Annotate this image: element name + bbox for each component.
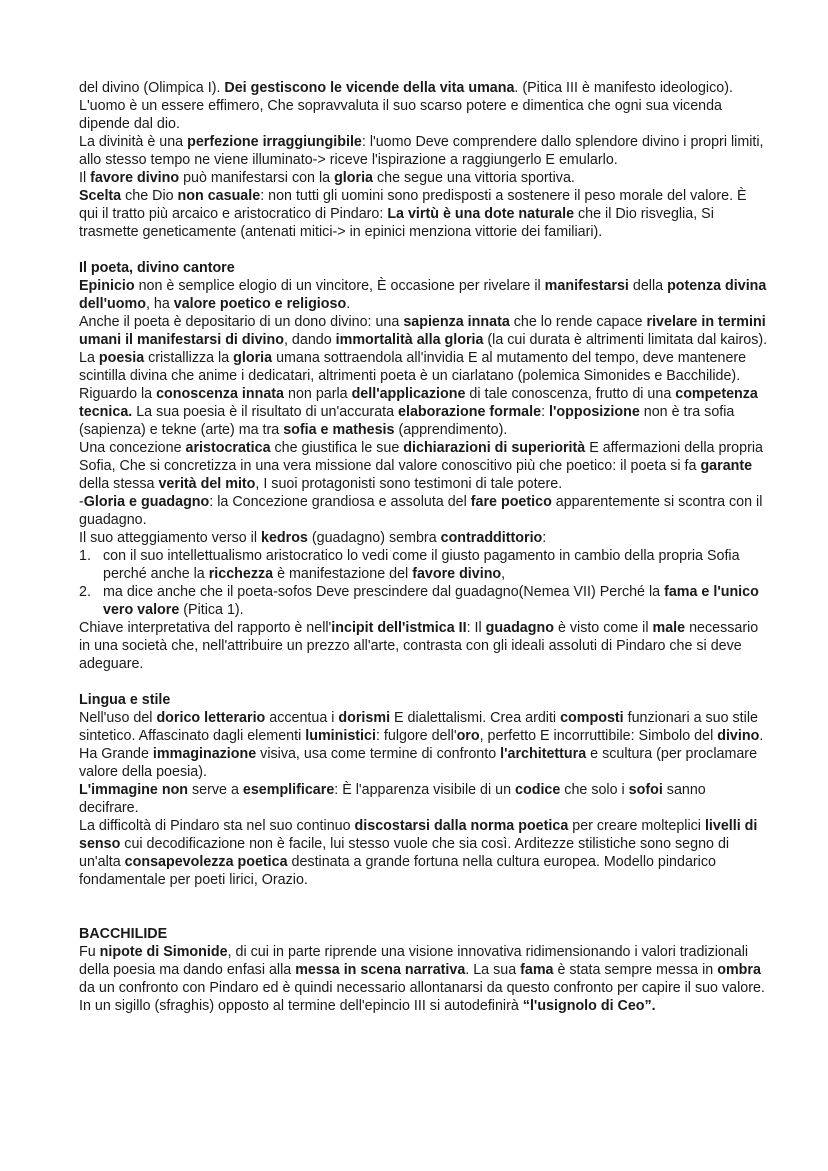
section-heading-lingua: Lingua e stile bbox=[79, 692, 171, 708]
bold-text: incipit dell'istmica II bbox=[331, 620, 467, 636]
paragraph: Scelta che Dio non casuale: non tutti gli uomini sono predisposti a sostenere il peso morale del valore. È qui il tratto più arcaico e aristocratico di Pindaro: La virtù è una dote naturale che il Dio risveglia, Si trasmette geneticamente (antenati mitici-> in epinici menziona vittorie dei familiari). bbox=[79, 188, 747, 240]
bold-text: oro bbox=[456, 728, 480, 744]
bold-text: poesia bbox=[98, 350, 145, 366]
bold-text: rivelare in termini umani il manifestarsi di divino bbox=[79, 314, 766, 348]
list-number: 2. bbox=[79, 584, 91, 600]
bold-text: male bbox=[652, 620, 686, 636]
bold-text: l'architettura bbox=[500, 746, 587, 762]
bold-text: valore poetico e religioso bbox=[173, 296, 347, 312]
paragraph: Il favore divino può manifestarsi con la gloria che segue una vittoria sportiva. bbox=[79, 170, 575, 186]
bold-text: L'immagine non bbox=[79, 782, 189, 798]
bold-text: garante bbox=[700, 458, 753, 474]
bold-text: messa in scena narrativa bbox=[295, 962, 466, 978]
bold-text: gloria bbox=[233, 350, 273, 366]
paragraph: La difficoltà di Pindaro sta nel suo continuo discostarsi dalla norma poetica per creare molteplici livelli di senso cui decodificazione non è facile, lui stesso vuole che sia così. Arditezze stilistiche sono segno di un'alta consapevolezza poetica destinata a grande fortuna nella cultura europea. Modello pindarico fondamentale per poeti lirici, Orazio. bbox=[79, 818, 758, 888]
bold-text: dell'applicazione bbox=[351, 386, 466, 402]
document-page bbox=[79, 79, 769, 1015]
bold-text: divino bbox=[717, 728, 760, 744]
bold-text: luministici bbox=[305, 728, 376, 744]
bold-text: verità del mito bbox=[158, 476, 256, 492]
bold-text: “l'usignolo di Ceo”. bbox=[522, 998, 656, 1014]
list-number: 1. bbox=[79, 548, 91, 564]
list-item bbox=[79, 547, 769, 583]
bold-text: sofia e mathesis bbox=[283, 422, 395, 438]
bold-text: favore divino bbox=[412, 566, 502, 582]
bold-text: consapevolezza poetica bbox=[124, 854, 288, 870]
list-item-text: ma dice anche che il poeta-sofos Deve prescindere dal guadagno(Nemea VII) Perché la fama e l'unico vero valore (Pitica 1). bbox=[103, 584, 759, 618]
bold-text: perfezione irraggiungibile bbox=[187, 134, 362, 150]
bold-text: Scelta bbox=[79, 188, 122, 204]
section-heading-poeta: Il poeta, divino cantore bbox=[79, 260, 235, 276]
section-heading-bacchilide: BACCHILIDE bbox=[79, 926, 168, 942]
paragraph: Chiave interpretativa del rapporto è nell'incipit dell'istmica II: Il guadagno è visto come il male necessario in una società che, nell'attribuire un prezzo all'arte, contrasta con gli ideali assoluti di Pindaro che si deve adeguare. bbox=[79, 620, 759, 672]
bold-text: competenza tecnica. bbox=[79, 386, 758, 420]
spacer bbox=[79, 889, 769, 925]
bold-text: fare poetico bbox=[470, 494, 552, 510]
bold-text: Dei gestiscono le vicende della vita umana bbox=[224, 80, 515, 96]
paragraph: La divinità è una perfezione irraggiungibile: l'uomo Deve comprendere dallo splendore divino i propri limiti, allo stesso tempo ne viene illuminato-> riceve l'ispirazione a raggiungerlo E emularlo. bbox=[79, 134, 764, 168]
bold-text: ombra bbox=[717, 962, 761, 978]
bold-text: La virtù è una dote naturale bbox=[387, 206, 575, 222]
numbered-list bbox=[79, 547, 769, 619]
bold-text: aristocratica bbox=[185, 440, 271, 456]
paragraph: Riguardo la conoscenza innata non parla dell'applicazione di tale conoscenza, frutto di una competenza tecnica. La sua poesia è il risultato di un'accurata elaborazione formale: l'opposizione non è tra sofia (sapienza) e tekne (arte) ma tra sofia e mathesis (apprendimento). bbox=[79, 386, 758, 438]
bold-text: Epinicio bbox=[79, 278, 135, 294]
list-item-text: con il suo intellettualismo aristocratico lo vedi come il giusto pagamento in cambio della propria Sofia perché anche la ricchezza è manifestazione del favore divino, bbox=[103, 548, 740, 582]
bold-text: contraddittorio bbox=[440, 530, 543, 546]
bold-text: potenza divina dell'uomo bbox=[79, 278, 767, 312]
paragraph: Il suo atteggiamento verso il kedros (guadagno) sembra contraddittorio: bbox=[79, 530, 547, 546]
bold-text: discostarsi dalla norma poetica bbox=[354, 818, 569, 834]
bold-text: esemplificare bbox=[242, 782, 335, 798]
bold-text: immaginazione bbox=[152, 746, 257, 762]
bold-text: codice bbox=[515, 782, 561, 798]
bold-text: dichiarazioni di superiorità bbox=[403, 440, 586, 456]
bold-text: sapienza innata bbox=[403, 314, 510, 330]
bold-text: non casuale bbox=[177, 188, 261, 204]
spacer bbox=[79, 241, 769, 259]
paragraph: Epinicio non è semplice elogio di un vincitore, È occasione per rivelare il manifestarsi della potenza divina dell'uomo, ha valore poetico e religioso. bbox=[79, 278, 767, 312]
paragraph: Nell'uso del dorico letterario accentua i dorismi E dialettalismi. Crea arditi composti funzionari a suo stile sintetico. Affascinato dagli elementi luministici: fulgore dell'oro, perfetto E incorruttibile: Simbolo del divino. Ha Grande immaginazione visiva, usa come termine di confronto l'architettura e scultura (per proclamare valore della poesia). bbox=[79, 710, 764, 780]
bold-text: nipote di Simonide bbox=[99, 944, 228, 960]
bold-text: elaborazione formale bbox=[398, 404, 542, 420]
bold-text: favore divino bbox=[90, 170, 180, 186]
list-item bbox=[79, 583, 769, 619]
bold-text: l'opposizione bbox=[549, 404, 640, 420]
paragraph: Anche il poeta è depositario di un dono divino: una sapienza innata che lo rende capace rivelare in termini umani il manifestarsi di divino, dando immortalità alla gloria (la cui durata è altrimenti limitata dal kairos). bbox=[79, 314, 768, 348]
bold-text: gloria bbox=[334, 170, 374, 186]
spacer bbox=[79, 673, 769, 691]
paragraph: Una concezione aristocratica che giustifica le sue dichiarazioni di superiorità E affermazioni della propria Sofia, Che si concretizza in una vera missione dal valore conoscitivo più che poetico: il poeta si fa garante della stessa verità del mito, I suoi protagonisti sono testimoni di tale potere. bbox=[79, 440, 763, 492]
paragraph: Fu nipote di Simonide, di cui in parte riprende una visione innovativa ridimensionando i valori tradizionali della poesia ma dando enfasi alla messa in scena narrativa. La sua fama è stata sempre messa in ombra da un confronto con Pindaro ed è quindi necessario allontanarsi da questo confronto per capire il suo valore. In un sigillo (sfraghis) opposto al termine dell'epincio III si autodefinirà “l'usignolo di Ceo”. bbox=[79, 944, 765, 1014]
bold-text: fama e l'unico vero valore bbox=[103, 584, 759, 618]
bold-text: composti bbox=[560, 710, 624, 726]
bold-text: dorismi bbox=[338, 710, 391, 726]
bold-text: fama bbox=[520, 962, 554, 978]
bold-text: guadagno bbox=[485, 620, 554, 636]
paragraph: La poesia cristallizza la gloria umana sottraendola all'invidia E al mutamento del tempo, deve mantenere scintilla divina che anime i dedicatari, altrimenti poeta è un ciarlatano (polemica Simonides e Bacchilide). bbox=[79, 350, 747, 384]
bold-text: livelli di senso bbox=[79, 818, 758, 852]
paragraph: L'immagine non serve a esemplificare: È l'apparenza visibile di un codice che solo i sofoi sanno decifrare. bbox=[79, 782, 706, 816]
bold-text: sofoi bbox=[628, 782, 663, 798]
bold-text: conoscenza innata bbox=[156, 386, 285, 402]
bold-text: manifestarsi bbox=[544, 278, 629, 294]
bold-text: kedros bbox=[261, 530, 308, 546]
paragraph: del divino (Olimpica I). Dei gestiscono le vicende della vita umana. (Pitica III è manifesto ideologico). L'uomo è un essere effimero, Che sopravvaluta il suo scarso potere e dimentica che ogni sua vicenda dipende dal dio. bbox=[79, 80, 733, 132]
bold-text: ricchezza bbox=[208, 566, 274, 582]
paragraph: -Gloria e guadagno: la Concezione grandiosa e assoluta del fare poetico apparentemente si scontra con il guadagno. bbox=[79, 494, 763, 528]
bold-text: dorico letterario bbox=[156, 710, 266, 726]
bold-text: immortalità alla gloria bbox=[335, 332, 484, 348]
bold-text: Gloria e guadagno bbox=[83, 494, 210, 510]
